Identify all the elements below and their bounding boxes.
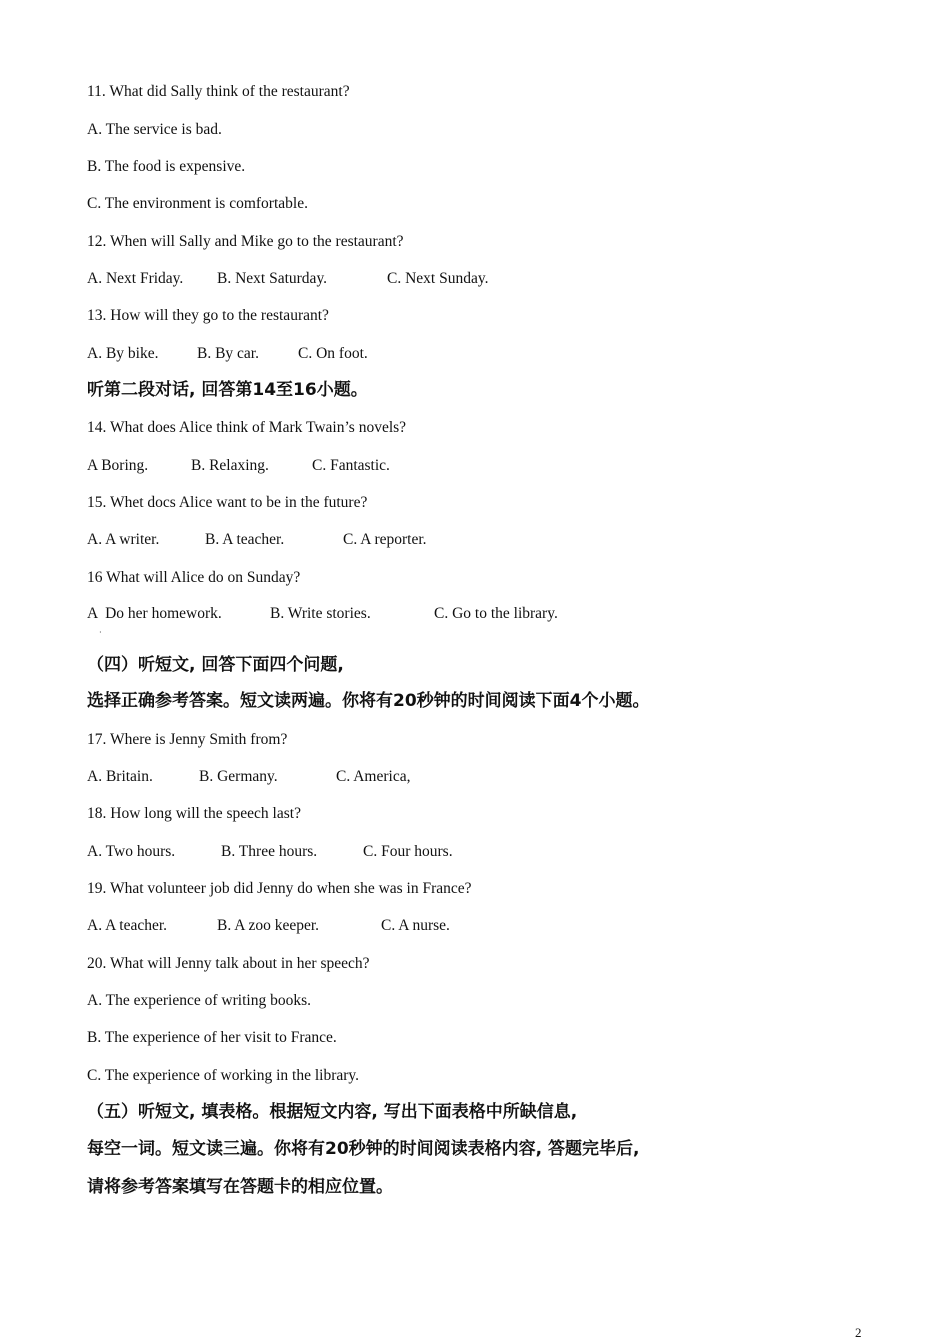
option-18b: B. Three hours.: [221, 843, 318, 860]
stray-mark: ·: [99, 628, 102, 637]
section-4-instructions: 选择正确参考答案。短文读两遍。你将有20秒钟的时间阅读下面4个小题。: [87, 691, 650, 711]
option-15b: B. A teacher.: [205, 531, 285, 548]
option-13b: B. By car.: [197, 345, 259, 362]
question-16: 16 What will Alice do on Sunday?: [87, 569, 301, 586]
option-15c: C. A reporter.: [343, 531, 427, 548]
option-16b: B. Write stories.: [270, 605, 371, 622]
question-19: 19. What volunteer job did Jenny do when she was in France?: [87, 880, 472, 897]
option-20a: A. The experience of writing books.: [87, 992, 311, 1009]
option-18c: C. Four hours.: [363, 843, 453, 860]
option-12a: A. Next Friday.: [87, 270, 184, 287]
option-14c: C. Fantastic.: [312, 457, 390, 474]
option-16c: C. Go to the library.: [434, 605, 558, 622]
option-12c: C. Next Sunday.: [387, 270, 489, 287]
section-5-heading: （五）听短文, 填表格。根据短文内容, 写出下面表格中所缺信息,: [87, 1102, 578, 1122]
option-20c: C. The experience of working in the library.: [87, 1067, 360, 1084]
section-4-heading: （四）听短文, 回答下面四个问题,: [87, 655, 344, 675]
question-17: 17. Where is Jenny Smith from?: [87, 731, 288, 748]
option-11c: C. The environment is comfortable.: [87, 195, 308, 212]
option-19b: B. A zoo keeper.: [217, 917, 320, 934]
option-13c: C. On foot.: [298, 345, 368, 362]
option-15a: A. A writer.: [87, 531, 160, 548]
option-14a: A Boring.: [87, 457, 149, 474]
question-11: 11. What did Sally think of the restaurant?: [87, 83, 350, 100]
question-14: 14. What does Alice think of Mark Twain’s novels?: [87, 419, 407, 436]
dialogue-2-heading: 听第二段对话, 回答第14至16小题。: [87, 380, 368, 400]
option-16a: A Do her homework.: [87, 605, 222, 622]
section-5-instructions: 每空一词。短文读三遍。你将有20秒钟的时间阅读表格内容, 答题完毕后,: [87, 1139, 640, 1159]
option-13a: A. By bike.: [87, 345, 159, 362]
option-20b: B. The experience of her visit to France.: [87, 1029, 337, 1046]
question-12: 12. When will Sally and Mike go to the restaurant?: [87, 233, 404, 250]
option-14b: B. Relaxing.: [191, 457, 269, 474]
question-18: 18. How long will the speech last?: [87, 805, 301, 822]
option-17c: C. America,: [336, 768, 411, 785]
question-15: 15. Whet docs Alice want to be in the future?: [87, 494, 368, 511]
option-11a: A. The service is bad.: [87, 121, 222, 138]
question-13: 13. How will they go to the restaurant?: [87, 307, 329, 324]
option-12b: B. Next Saturday.: [217, 270, 328, 287]
option-17a: A. Britain.: [87, 768, 153, 785]
page-number: 2: [855, 1325, 862, 1340]
question-20: 20. What will Jenny talk about in her speech?: [87, 955, 370, 972]
option-17b: B. Germany.: [199, 768, 278, 785]
option-19c: C. A nurse.: [381, 917, 450, 934]
option-11b: B. The food is expensive.: [87, 158, 246, 175]
section-5-note: 请将参考答案填写在答题卡的相应位置。: [87, 1177, 393, 1197]
option-19a: A. A teacher.: [87, 917, 168, 934]
option-18a: A. Two hours.: [87, 843, 176, 860]
